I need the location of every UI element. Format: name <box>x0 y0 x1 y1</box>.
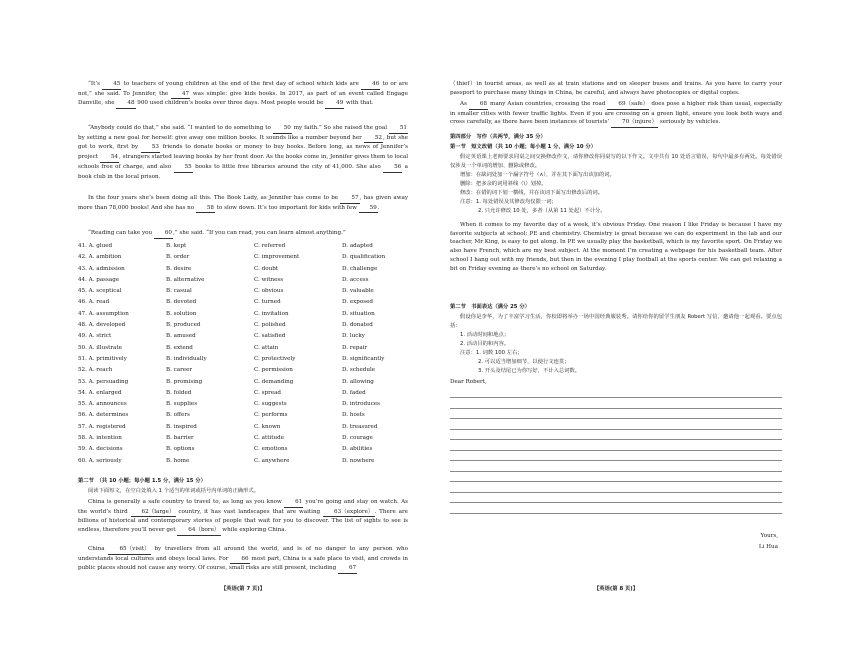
error-correction-instruction: 假定英语课上老师要求同桌之间交换修改作文，请你修改你同桌写的以下作文。文中共有 10 处语言错误，每句中最多有两处。每处错误仅涉及一个单词的增加、删除或修改。 <box>450 154 782 169</box>
answer-blank[interactable]: 68 <box>469 100 488 110</box>
paragraph-text: was simple: give kids books. In 2017, as part of an event called Engage Danville, she <box>78 90 408 107</box>
option-choice[interactable]: B. folded <box>166 389 192 396</box>
answer-blank[interactable]: 53 <box>141 143 160 153</box>
option-row <box>78 309 408 320</box>
option-choice[interactable]: B. home <box>166 457 190 464</box>
answer-blank[interactable]: 50 <box>273 124 292 134</box>
point-1: 1. 活动时间和地点； <box>460 332 510 338</box>
page-footer-8: 【英语(第 8 页)】 <box>594 586 638 592</box>
option-choice[interactable]: D. adapted <box>342 243 373 249</box>
option-choice[interactable]: D. allowing <box>342 378 374 385</box>
paragraph-text: books to little free libraries around the city of 41,000. She also <box>192 163 384 170</box>
option-choice[interactable]: D. nowhere <box>342 457 375 464</box>
paragraph-text: a book club in the local prison. <box>78 163 408 180</box>
option-row <box>78 377 408 388</box>
option-row <box>78 444 408 455</box>
option-choice[interactable]: C. attain <box>254 344 279 351</box>
option-choice[interactable]: B. supplies <box>166 401 198 408</box>
writing-task-prompt: 假设你是李华，为了丰富学习生活，你校即将举办一场中国经典服装秀。请你给你的留学生朋友 Robert 写信，邀请他一起观看。要点包括： <box>450 314 782 329</box>
paragraph-text: seriously by vehicles. <box>658 119 721 126</box>
option-choice[interactable]: B. alternative <box>166 276 205 283</box>
paragraph-text: many Asian countries, crossing the road <box>488 101 608 107</box>
option-choice[interactable]: 58. A. intention <box>78 435 122 442</box>
option-choice[interactable]: D. valuable <box>342 288 374 295</box>
answer-blank[interactable]: 61 <box>284 498 303 508</box>
paragraph-text: China is generally a safe country to travel to, as long as you know <box>88 499 285 505</box>
option-choice[interactable]: C. satisfied <box>254 333 286 340</box>
option-choice[interactable]: C. suggests <box>254 401 287 408</box>
section2-instruction: 阅读下面短文，在空白处填入 1 个适当的单词或括号内单词的正确形式。 <box>88 488 259 494</box>
paragraph-text: , strangers started leaving books by her front door. As the books come in, Jennifer gives them to local schools free of charge, and also <box>78 154 408 170</box>
option-choice[interactable]: D. faded <box>342 389 366 396</box>
answer-blank[interactable]: 48 <box>116 99 135 109</box>
option-row <box>78 354 408 365</box>
option-choice[interactable]: C. obvious <box>254 288 284 295</box>
option-choice[interactable]: B. devoted <box>166 299 197 306</box>
answer-blank[interactable]: 46 <box>361 80 380 90</box>
option-choice[interactable]: D. exposed <box>342 299 374 306</box>
paragraph-text: most part, China is a safe place to visit, and crowds in public places should not cause any worry. Of course, small risks are still present, including <box>78 555 409 572</box>
part4-title: 第四部分 写作（共两节，满分 35 分） <box>450 134 546 140</box>
answer-blank[interactable]: 64（bore） <box>177 526 220 536</box>
answer-blank[interactable]: 58 <box>196 204 215 214</box>
answer-blank[interactable]: 69（safe） <box>607 100 649 110</box>
option-choice[interactable]: C. known <box>254 423 281 430</box>
option-row <box>78 241 408 252</box>
paragraph-text: China <box>88 546 109 552</box>
answer-blank[interactable]: 45 <box>102 80 121 90</box>
option-row <box>78 252 408 263</box>
option-choice[interactable]: 53. A. persuading <box>78 378 129 385</box>
answer-blank[interactable]: 60 <box>154 229 173 239</box>
option-row <box>78 433 408 444</box>
grammar-paragraph-4 <box>450 100 782 128</box>
option-choice[interactable]: C. permission <box>254 367 293 374</box>
answer-line[interactable] <box>450 492 782 493</box>
option-choice[interactable]: C. polished <box>254 322 286 329</box>
paragraph-text: ,” she said. “If you can read, you can learn almost anything.” <box>173 230 346 236</box>
answer-blank[interactable]: 49 <box>325 99 344 109</box>
paragraph-text: . There are billions of historical and contemporary stories of people that wait for you to discover. The list of sights to see is endless, therefore you’ll never get <box>78 508 408 534</box>
rule-add: 增加：在缺词处加一个漏字符号（∧），并在其下面写出该加的词。 <box>460 172 615 178</box>
answer-line[interactable] <box>450 450 782 451</box>
option-choice[interactable]: B. offers <box>166 412 190 419</box>
grammar-paragraph-3 <box>450 80 782 97</box>
paragraph-text: while exploring China. <box>220 527 287 534</box>
answer-blank[interactable]: 59 <box>359 204 378 214</box>
section2-title: 第二节 （共 10 小题；每小题 1.5 分，满分 15 分） <box>78 478 206 484</box>
option-choice[interactable]: D. access <box>342 276 369 283</box>
option-choice[interactable]: D. courage <box>342 435 373 442</box>
note-2: 2. 只允许修改 10 处，多者（从第 11 处起）不计分。 <box>478 208 606 214</box>
option-choice[interactable]: C. turned <box>254 299 281 306</box>
option-row <box>78 422 408 433</box>
option-choice[interactable]: D. situation <box>342 310 375 317</box>
option-choice[interactable]: C. protectively <box>254 355 296 362</box>
option-row <box>78 456 408 467</box>
paragraph-text: As <box>460 101 469 107</box>
option-choice[interactable]: D. introduces <box>342 401 381 408</box>
answer-blank[interactable]: 65（visit） <box>108 545 150 555</box>
option-choice[interactable]: C. spread <box>254 389 281 396</box>
option-row <box>78 365 408 376</box>
option-choice[interactable]: B. extend <box>166 344 193 351</box>
paragraph-text: country, it has vast landscapes that are waiting <box>175 508 324 515</box>
cloze-paragraph-1 <box>78 80 408 109</box>
grammar-paragraph-2 <box>78 545 408 574</box>
option-choice[interactable]: B. amused <box>166 333 196 340</box>
paragraph-text: （thief）in tourist areas, as well as at train stations and on sleeper buses and trains. As you have to carry your passport to purchase many things in China, be careful, and always have photocopies or digital copies. <box>450 81 782 96</box>
option-row <box>78 331 408 342</box>
rule-modify: 修改：在错的词下划一横线，并在该词下面写出修改后的词。 <box>460 190 604 196</box>
option-choice[interactable]: 55. A. announces <box>78 401 127 408</box>
option-choice[interactable]: C. doubt <box>254 265 279 272</box>
answer-blank[interactable]: 51 <box>389 124 408 134</box>
paragraph-text: to slow down. It’s too important for kids with few <box>214 204 359 211</box>
option-choice[interactable]: D. treasured <box>342 423 378 430</box>
option-choice[interactable]: D. donated <box>342 322 373 329</box>
answer-blank[interactable]: 56 <box>383 163 402 173</box>
option-choice[interactable]: B. promising <box>166 378 203 385</box>
option-choice[interactable]: C. demanding <box>254 378 294 385</box>
option-choice[interactable]: C. referred <box>254 243 286 249</box>
error-correction-title: 第一节 短文改错（共 10 小题；每小题 1 分，满分 10 分） <box>450 144 597 150</box>
option-choice[interactable]: 57. A. registered <box>78 423 126 430</box>
option-choice[interactable]: 42. A. ambition <box>78 254 122 261</box>
option-row <box>78 297 408 308</box>
option-choice[interactable]: D. repair <box>342 344 368 351</box>
option-choice[interactable]: 60. A. seriously <box>78 457 122 464</box>
paragraph-text: does pose a higher risk than usual, especially in smaller cities with fewer traffic lights. Even if you are crossing on a green light, ensure you look both ways and cross carefully, as there have been instances of tourists’ <box>450 101 782 126</box>
option-choice[interactable]: D. qualification <box>342 254 386 261</box>
option-choice[interactable]: B. individually <box>166 355 207 362</box>
option-choice[interactable]: 54. A. enlarged <box>78 389 122 396</box>
option-row <box>78 399 408 410</box>
grammar-paragraph-1 <box>78 498 408 536</box>
option-choice[interactable]: 44. A. passage <box>78 276 120 283</box>
essay-text: When it comes to my favorite day of a week, it’s obvious Friday. One reason I like Friday is because I have my favorite subjects at school; PE and chemistry. Chemistry is great because we can do experiment in the lab and our teacher, Mr King, is easy to get along. In PE we usually play the basketball, which is my favorite sport. On Friday we also have French, which are my best subject. At the moment I’m creating a webpage for his basketball team. After school I hang out with my friends, but then in the evening I play football at the sports center. We can get relaxing a bit on Friday evening as there’s no school on Saturday. <box>450 222 782 272</box>
answer-blank[interactable]: 66 <box>230 555 249 565</box>
option-row <box>78 343 408 354</box>
option-choice[interactable]: 48. A. developed <box>78 322 126 329</box>
writing-task-title: 第二节 书面表达（满分 25 分） <box>450 304 530 310</box>
paragraph-text: . <box>377 204 380 211</box>
option-choice[interactable]: D. challenge <box>342 265 378 272</box>
paragraph-text: with that. <box>344 100 374 107</box>
paragraph-text: , has given away more than 78,000 books! And she has no <box>78 195 409 211</box>
option-choice[interactable]: B. desire <box>166 265 192 272</box>
option-choice[interactable]: B. kept <box>166 243 187 249</box>
answer-blank[interactable]: 70（injure） <box>611 118 658 128</box>
option-choice[interactable]: B. order <box>166 254 190 261</box>
signature: Li Hua <box>758 544 778 550</box>
option-choice[interactable]: D. lucky <box>342 333 365 340</box>
option-choice[interactable]: C. performs <box>254 412 288 419</box>
answer-blank[interactable]: 62（large） <box>131 508 176 518</box>
option-choice[interactable]: B. casual <box>166 288 192 295</box>
answer-blank[interactable]: 67 <box>338 564 357 574</box>
paragraph-text: to teachers of young children at the end of the first day of school which kids are <box>121 81 362 87</box>
answer-blank[interactable]: 55 <box>174 163 193 173</box>
cloze-paragraph-2 <box>78 124 408 181</box>
answer-line[interactable] <box>450 439 782 440</box>
option-choice[interactable]: 59. A. decisions <box>78 446 123 453</box>
cloze-paragraph-4 <box>78 229 408 239</box>
option-choice[interactable]: 46. A. read <box>78 299 110 306</box>
option-choice[interactable]: 56. A. determines <box>78 412 129 419</box>
option-row <box>78 388 408 399</box>
answer-line[interactable] <box>450 481 782 482</box>
option-row <box>78 320 408 331</box>
option-choice[interactable]: 49. A. strict <box>78 333 112 340</box>
writing-note-1: 注意：1. 词数 100 左右； <box>460 350 523 356</box>
salutation: Dear Robert, <box>450 379 487 385</box>
exam-page-7 <box>78 0 408 656</box>
paragraph-text: friends to donate books or money to buy books. Before long, as news of Jennifer’s project <box>78 144 409 161</box>
paragraph-text: “Anybody could do that,” she said. “I wanted to do something to <box>88 125 273 131</box>
cloze-options-table <box>78 241 408 467</box>
answer-line[interactable] <box>450 471 782 472</box>
option-choice[interactable]: 45. A. sceptical <box>78 288 122 295</box>
option-choice[interactable]: B. career <box>166 367 193 374</box>
paragraph-text: my faith.” So she raised the goal <box>291 125 389 131</box>
option-choice[interactable]: 43. A. admission <box>78 265 125 272</box>
paragraph-text: by travellers from all around the world, and is of no danger to any person who understands local cultures and obeys local laws. For <box>78 546 409 562</box>
option-choice[interactable]: B. barrier <box>166 435 194 442</box>
exam-page-8 <box>450 0 782 656</box>
option-choice[interactable]: B. produced <box>166 322 201 329</box>
answer-line[interactable] <box>450 418 782 419</box>
closing: Yours, <box>760 533 778 539</box>
answer-line[interactable] <box>450 460 782 461</box>
cloze-paragraph-3 <box>78 194 408 213</box>
option-choice[interactable]: 52. A. reach <box>78 367 113 374</box>
answer-line[interactable] <box>450 502 782 503</box>
option-choice[interactable]: C. anywhere <box>254 457 290 464</box>
option-row <box>78 275 408 286</box>
option-choice[interactable]: D. abilities <box>342 446 373 453</box>
option-choice[interactable]: 51. A. primitively <box>78 355 127 362</box>
paragraph-text: , but she got to work, first by <box>78 134 408 151</box>
answer-blank[interactable]: 47 <box>171 90 190 100</box>
option-row <box>78 264 408 275</box>
option-choice[interactable]: B. options <box>166 446 195 453</box>
answer-line[interactable] <box>450 408 782 409</box>
paragraph-text: by setting a new goal for herself: give away one million books. It sounds like a number beyond her <box>78 134 364 141</box>
option-choice[interactable]: C. witness <box>254 276 284 283</box>
paragraph-text: “It’s <box>88 81 103 87</box>
option-choice[interactable]: 47. A. assumption <box>78 310 129 317</box>
answer-line[interactable] <box>450 429 782 430</box>
answer-blank[interactable]: 54 <box>100 153 119 163</box>
rule-delete: 删除：把多余的词用斜线（\）划掉。 <box>460 181 547 187</box>
answer-blank[interactable]: 57 <box>340 194 359 204</box>
paragraph-text: to or are not,” she said. To Jennifer, the <box>78 81 409 97</box>
option-choice[interactable]: C. improvement <box>254 254 300 261</box>
option-choice[interactable]: C. invitation <box>254 310 289 317</box>
note-1: 注意：1. 每处错误及其修改均仅限一词； <box>460 199 557 205</box>
option-choice[interactable]: 41. A. glued <box>78 243 113 249</box>
answer-line[interactable] <box>450 397 782 398</box>
writing-note-3: 3. 开头及结尾已为你写好，不计入总词数。 <box>478 368 581 374</box>
paragraph-text: “Reading can take you <box>88 230 154 236</box>
option-choice[interactable]: D. hosts <box>342 412 365 419</box>
option-choice[interactable]: B. inspired <box>166 423 197 430</box>
answer-blank[interactable]: 63（explore） <box>323 508 375 518</box>
option-choice[interactable]: C. attitude <box>254 435 284 442</box>
page-footer-7: 【英语(第 7 页)】 <box>221 586 265 592</box>
option-row <box>78 286 408 297</box>
option-choice[interactable]: D. significantly <box>342 355 385 362</box>
answer-line[interactable] <box>450 513 782 514</box>
option-row <box>78 410 408 421</box>
paragraph-text: 900 used children’s books over three days. Most people would be <box>135 100 326 107</box>
option-choice[interactable]: C. emotions <box>254 446 288 453</box>
option-choice[interactable]: D. schedule <box>342 367 376 374</box>
answer-blank[interactable]: 52 <box>364 134 383 144</box>
option-choice[interactable]: B. solution <box>166 310 197 317</box>
option-choice[interactable]: 50. A. illustrate <box>78 344 122 351</box>
point-2: 2. 活动目的和内容。 <box>460 341 510 347</box>
paragraph-text: you’re going and stay on watch. As the world’s third <box>78 499 408 515</box>
paragraph-text: In the four years she’s been doing all this. The Book Lady, as Jennifer has come to be <box>88 195 341 201</box>
writing-note-2: 2. 可以适当增加细节，以使行文连贯； <box>478 359 570 365</box>
